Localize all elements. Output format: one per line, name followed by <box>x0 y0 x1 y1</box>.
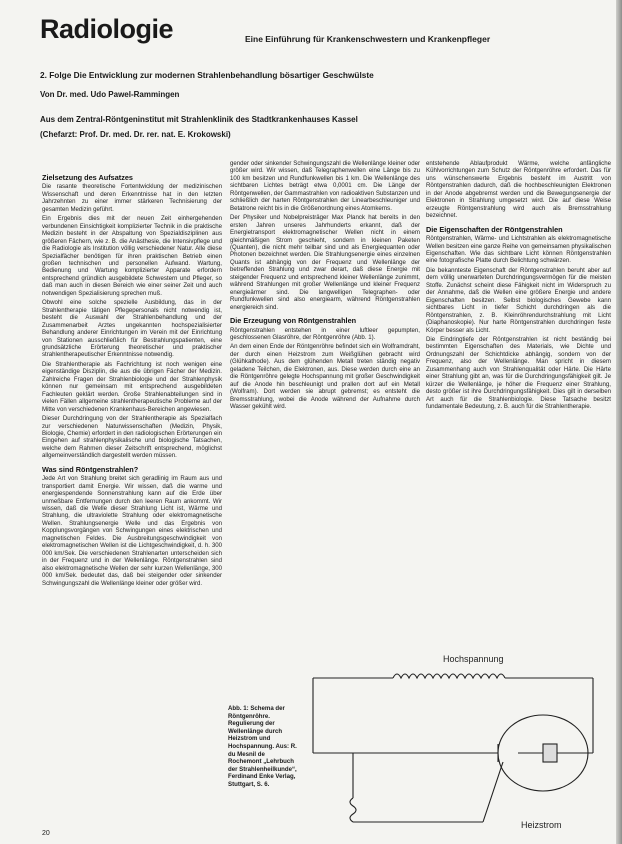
paragraph: Obwohl eine solche spezielle Ausbildung, das in der Strahlentherapie tätigen Pflegepersonals nicht notwendig ist, besteht die Auswahl der Strahlenbehandlung und der Zusammenarbeit Arztes ungekannten hochspezialisierter Behandlung anderer Einrichtungen im Verein mit der Einrichtung von Stationen ausschließlich für Bestrahlungspatienten, eine grundsätzliche Erörterung theoretischer und praktischer strahlentherapeutischer Erkenntnisse notwendig. <box>42 299 222 359</box>
page-title: Radiologie <box>40 14 174 44</box>
xray-tube-figure <box>293 648 618 833</box>
institution-line: Aus dem Zentral-Röntgeninstitut mit Strahlenklinik des Stadtkrankenhauses Kassel <box>40 115 358 124</box>
page-subtitle: Eine Einführung für Krankenschwestern und Krankenpfleger <box>245 34 491 44</box>
figure-caption: Abb. 1: Schema der Röntgenröhre. Regulierung der Wellenlänge durch Heizstrom und Hochspannung. Aus: R. du Mesnil de Rochemont „Lehrbuch der Strahlenheilkunde“, Ferdinand Enke Verlag, Stuttgart, S. 6. <box>228 705 297 788</box>
hochspannung-label: Hochspannung <box>443 654 504 664</box>
heizstrom-label: Heizstrom <box>521 820 562 830</box>
column-1 <box>42 168 222 824</box>
xray-tube <box>313 715 593 791</box>
page-edge-shadow <box>616 0 622 844</box>
page-number: 20 <box>42 830 50 837</box>
paragraph: Röntgenstrahlen entstehen in einer luftleer gepumpten, geschlossenen Glasröhre, der Röntgenröhre (Abb. 1). <box>230 326 420 341</box>
paragraph: gender oder sinkender Schwingungszahl die Wellenlänge kleiner oder größer wird. Wir wissen, daß Telegraphenwellen eine Länge bis zu 100 km besitzen und Rundfunkwellen bis 1 km. Die Wellenlänge des sichtbaren Lichtes beträgt etwa 0,0001 cm. Die Länge der Röntgenwellen, der Gammastrahlen von radioaktiven Substanzen und schließlich der harten Röntgenstrahlen der Linearbeschleuniger und Betatrone reicht bis in die Größenordnung eines Atomkerns. <box>230 160 420 212</box>
column-3 <box>426 160 611 648</box>
paragraph: entstehende Ablaufprodukt Wärme, welche anfängliche Kühlvorrichtungen zum Schutz der Röntgenröhre erfordert. Das für uns wünschenswerte Ergebnis besteht im Austritt von Röntgenstrahlen dadurch, daß die hochbeschleunigten Elektronen in der Anode abgebremst werden und die Bewegungsenergie der Elektronen in Strahlung umgesetzt wird. Die auf diese Weise erzeugte Röntgenstrahlung wird auch als Bremsstrahlung bezeichnet. <box>426 160 611 220</box>
paragraph: Jede Art von Strahlung breitet sich geradlinig im Raum aus und transportiert damit Energie. Wir wissen, daß die warme und energiespendende Sonnenstrahlung kann auf die Erde über unmeßbare Entfernungen durch den leeren Raum ankommt. Wir wissen, daß die Welle dieser Strahlung Licht ist, Wärme und Strahlung, die ultraviolette Strahlung oder elektromagnetische Wellen. Strahlungsenergie Welle und das Ergebnis von Kopplungsvorgängen von Schwingungen eines elektrischen und magnetischen Feldes. Die Ausbreitungsgeschwindigkeit von elektromagnetischen Wellen ist die Lichtgeschwindigkeit, d. h. 300 000 km/Sek. Die verschiedenen Strahlenarten unterscheiden sich in der Frequenz und in der Wellenlänge. Röntgenstrahlen sind also elektromagnetische Wellen der sehr kurzen Wellenlänge, 300 000 km/Sek. bedeutet das, daß bei steigender oder sinkender Schwingungszahl die Wellenlänge kleiner oder größer wird. <box>42 475 222 587</box>
column-2 <box>230 160 420 648</box>
section-heading: Die Eigenschaften der Röntgenstrahlen <box>426 224 563 234</box>
paragraph: Ein Ergebnis dies mit der neuen Zeit einhergehenden verbundenen Einsichtigkeit komplizierter Technik in die praktische Medizin besteht in der Abspaltung von Spezialdisziplinen aus größeren Fächern, wie z. B. die Anästhesie, die Intensivpflege und die Radiologie als Institution völlig verschiedener Natur. Alle diese Spezialfächer benötigen für ihren praktischen Betrieb einen großen technischen und personellen Aufwand. Wartung, Bedienung und Wartung komplizierter Apparate erfordern entsprechend gründlich ausgebildete Schwestern und Pfleger, so daß man auch in diesen Bereich wie einer seiner Zeit und auch notwendigen Spezialisierung sprechen muß. <box>42 215 222 297</box>
author-line: Von Dr. med. Udo Pawel-Rammingen <box>40 90 180 99</box>
section-heading: Zielsetzung des Aufsatzes <box>42 173 133 182</box>
series-heading: 2. Folge Die Entwicklung zur modernen Strahlenbehandlung bösartiger Geschwülste <box>40 70 374 80</box>
section-heading: Was sind Röntgenstrahlen? <box>42 464 139 474</box>
paragraph: Die Eindringtiefe der Röntgenstrahlen ist nicht beständig bei bestimmten Eigenschaften des Materials, wie Dichte und Ordnungszahl der Schichtdicke abhängig, sondern von der Frequenz, also der Wellenlänge. Man spricht in diesem Zusammenhang auch von Strahlenqualität oder Härte. Die Härte einer Strahlung gibt an, was für die Durchdringungsfähigkeit gilt. Je kürzer die Wellenlänge, je höher die Frequenz einer Strahlung, desto größer ist ihre Durchdringungsfähigkeit. Dies gilt in derselben Art auch für die Strahlenbiologie. Diese Tatsache besitzt fundamentale Bedeutung, z. B. auch für die Strahlentherapie. <box>426 335 611 411</box>
section-heading: Die Erzeugung von Röntgenstrahlen <box>230 316 357 326</box>
paragraph: Die Strahlentherapie als Fachrichtung ist noch wenigen eine eigenständige Disziplin, die aus die übrigen Fächer der Medizin. Zahlreiche Fragen der Strahlenbiologie und der Strahlenphysik können nur gemeinsam mit entsprechend ausgebildeten Fachleuten geklärt werden. Große Strahlenabteilungen sind in vielen Fällen allgemeine strahlentherapeutische Probleme auf der Mitte von verschiedenen Krankenhaus-Bereichen angewiesen. <box>42 360 222 413</box>
paragraph: Der Physiker und Nobelpreisträger Max Planck hat bereits in den ersten Jahren unseres Jahrhunderts erkannt, daß der Energietransport elektromagnetischer Wellen nicht in einem gleichmäßigen Strom geschieht, sondern in kleinen Paketen (Quanten), die nicht mehr teilbar sind und als Energiequanten oder Photonen bezeichnet werden. Die Strahlungsenergie eines einzelnen Quants ist abhängig von der Frequenz und Wellenlänge der betreffenden Strahlung und zwar derart, daß diese Energie mit steigender Frequenz und entsprechend kleiner Wellenlänge zunimmt, während Strahlungen mit großer Wellenlänge und kleiner Frequenz energieärmer sind. Die langwelligen Telegraphen- oder Rundfunkwellen sind also energiearm, während Röntgenstrahlen energiereich sind. <box>230 214 420 311</box>
paragraph: An dem einen Ende der Röntgenröhre befindet sich ein Wolframdraht, der durch einen Heizstrom zum Weißglühen gebracht wird (Glühkathode). Aus dem glühenden Metall treten ständig negativ geladene Teilchen, die Elektronen, aus. Diese werden durch eine an die Röntgenröhre gelegte Hochspannung mit großer Geschwindigkeit auf die Anode hin beschleunigt und prallen dort auf ein Metall (Wolfram). Dort werden sie abrupt gebremst; es entsteht die Bremsstrahlung, wobei die Anode während der Aufnahme durch Wasser gekühlt wird. <box>230 343 420 411</box>
chief-line: (Chefarzt: Prof. Dr. med. Dr. rer. nat. E. Krokowski) <box>40 130 231 139</box>
paragraph: Röntgenstrahlen, Wärme- und Lichtstrahlen als elektromagnetische Wellen besitzen eine ganze Reihe von gemeinsamen physikalischen Eigenschaften. Wie das sichtbare Licht können Röntgenstrahlen eine fotografische Platte durch Belichtung schwärzen. <box>426 235 611 265</box>
paragraph: Die bekannteste Eigenschaft der Röntgenstrahlen beruht aber auf dem völlig unerwarteten Durchdringungsvermögen für die meisten Stoffe. Zunächst scheint diese Fähigkeit nicht im Widerspruch zu der Annahme, daß die Wellen eine größere Energie und andere Eigenschaften besitzen. Selbst biologisches Gewebe kann sichtbares Licht in tiefer Schicht durchdringen als die Röntgenstrahlen, z. B. Kleinröhrendurchstrahlung mit Licht (Diaphanoskopie). Nur harte Röntgenstrahlen durchdringen feste Körper besser als Licht. <box>426 266 611 334</box>
hochspannung-coil <box>313 674 593 753</box>
paragraph: Die rasante theoretische Fortentwicklung der medizinischen Wissenschaft und deren Erkenntnisse hat in den letzten Jahrzehnten zu einer immer stärkeren Technisierung der gesamten Medizin geführt. <box>42 183 222 213</box>
paragraph: Dieser Durchdringung von der Strahlentherapie als Spezialfach zur verschiedenen Naturwissenschaften (Medizin, Physik, Biologie, Chemie) erfordert in den radiologischen Erörterungen ein Eingehen auf strahlenphysikalische und biologische Tatsachen, welche dem Rahmen dieser Zeitschrift entsprechend, möglichst allgemeinverständlich dargestellt werden müssen. <box>42 415 222 460</box>
heizstrom-coil <box>350 753 503 822</box>
